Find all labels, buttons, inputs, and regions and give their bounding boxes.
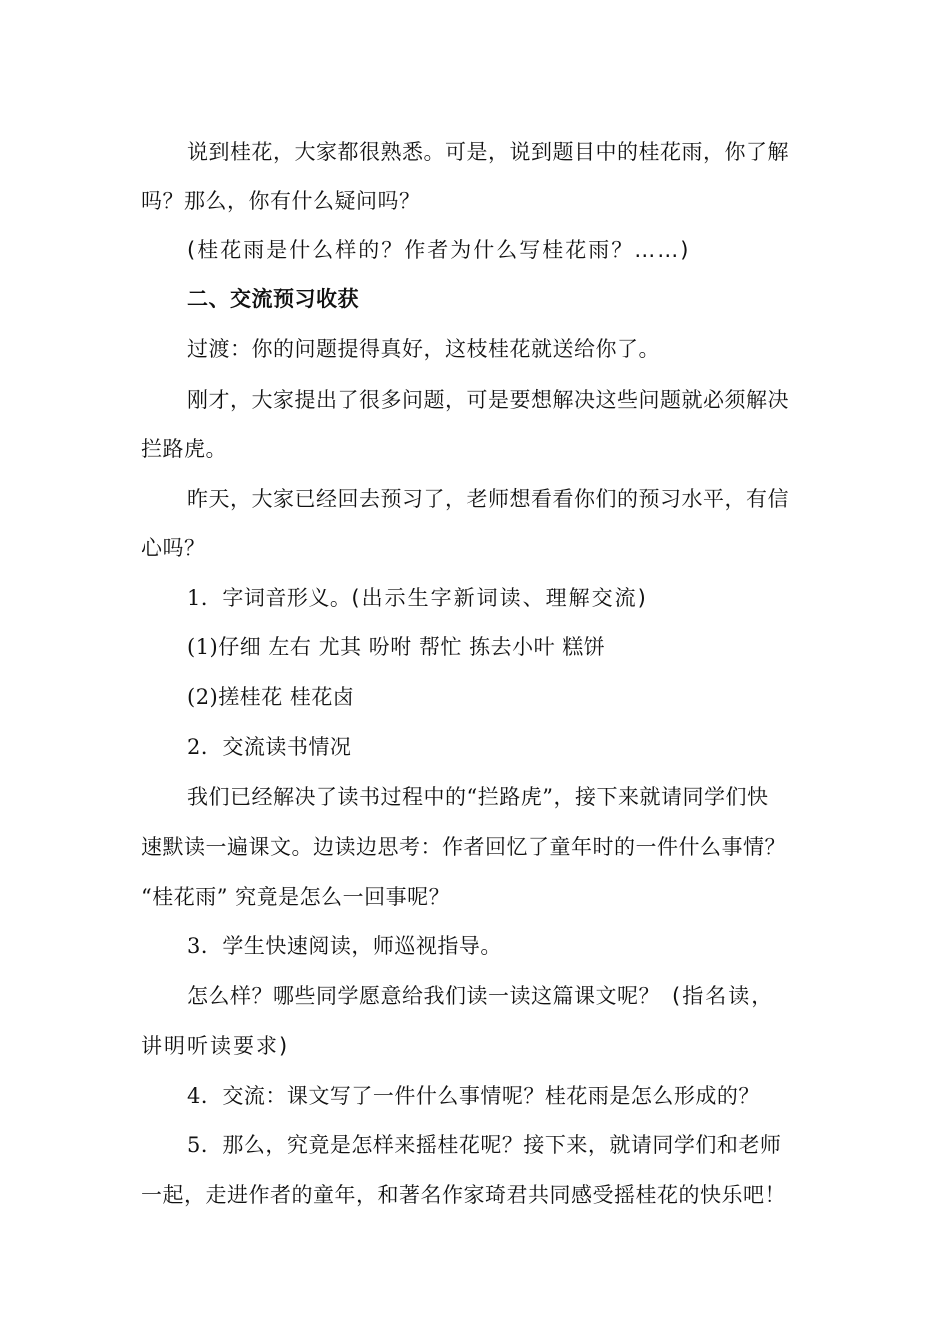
list-item: 2．交流读书情况	[187, 735, 352, 759]
word-list: (2)搓桂花 桂花卤	[187, 685, 355, 709]
word-list: (1)仔细 左右 尤其 吩咐 帮忙 拣去小叶 糕饼	[187, 635, 606, 659]
list-item: 3．学生快速阅读，师巡视指导。	[187, 934, 502, 958]
paragraph-line: 速默读一遍课文。边读边思考：作者回忆了童年时的一件什么事情？	[141, 835, 786, 859]
paragraph-line: 吗？那么，你有什么疑问吗？	[141, 189, 421, 213]
list-item-note: (出示生字新词读、理解交流)	[351, 586, 648, 610]
paragraph-line: “桂花雨” 究竟是怎么一回事呢？	[141, 885, 451, 909]
paragraph-line: (桂花雨是什么样的？作者为什么写桂花雨？……)	[187, 238, 691, 262]
paragraph-line: 一起，走进作者的童年，和著名作家琦君共同感受摇桂花的快乐吧！	[141, 1183, 786, 1207]
paragraph-line: 过渡：你的问题提得真好，这枝桂花就送给你了。	[187, 337, 660, 361]
paragraph-line: 刚才，大家提出了很多问题，可是要想解决这些问题就必须解决	[187, 388, 789, 412]
section-heading: 二、交流预习收获	[187, 287, 359, 311]
list-item-text: 1．字词音形义。	[187, 586, 352, 610]
paragraph-line: 昨天，大家已经回去预习了，老师想看看你们的预习水平，有信	[187, 487, 789, 511]
paragraph-text: 怎么样？哪些同学愿意给我们读一读这篇课文呢？	[187, 984, 660, 1008]
paragraph-line: 讲明听读要求)	[141, 1034, 290, 1058]
paragraph-line	[187, 981, 774, 1011]
paragraph-line: 拦路虎。	[141, 437, 227, 461]
list-item: 4．交流：课文写了一件什么事情呢？桂花雨是怎么形成的？	[187, 1084, 760, 1108]
list-item: 5．那么，究竟是怎样来摇桂花呢？接下来，就请同学们和老师	[187, 1133, 782, 1157]
paragraph-line: 心吗？	[141, 536, 206, 560]
paragraph-line: 说到桂花，大家都很熟悉。可是，说到题目中的桂花雨，你了解	[187, 140, 789, 164]
paragraph-note: (指名读，	[672, 984, 775, 1008]
paragraph-line: 我们已经解决了读书过程中的“拦路虎”，接下来就请同学们快	[187, 785, 769, 809]
list-item	[187, 583, 648, 613]
